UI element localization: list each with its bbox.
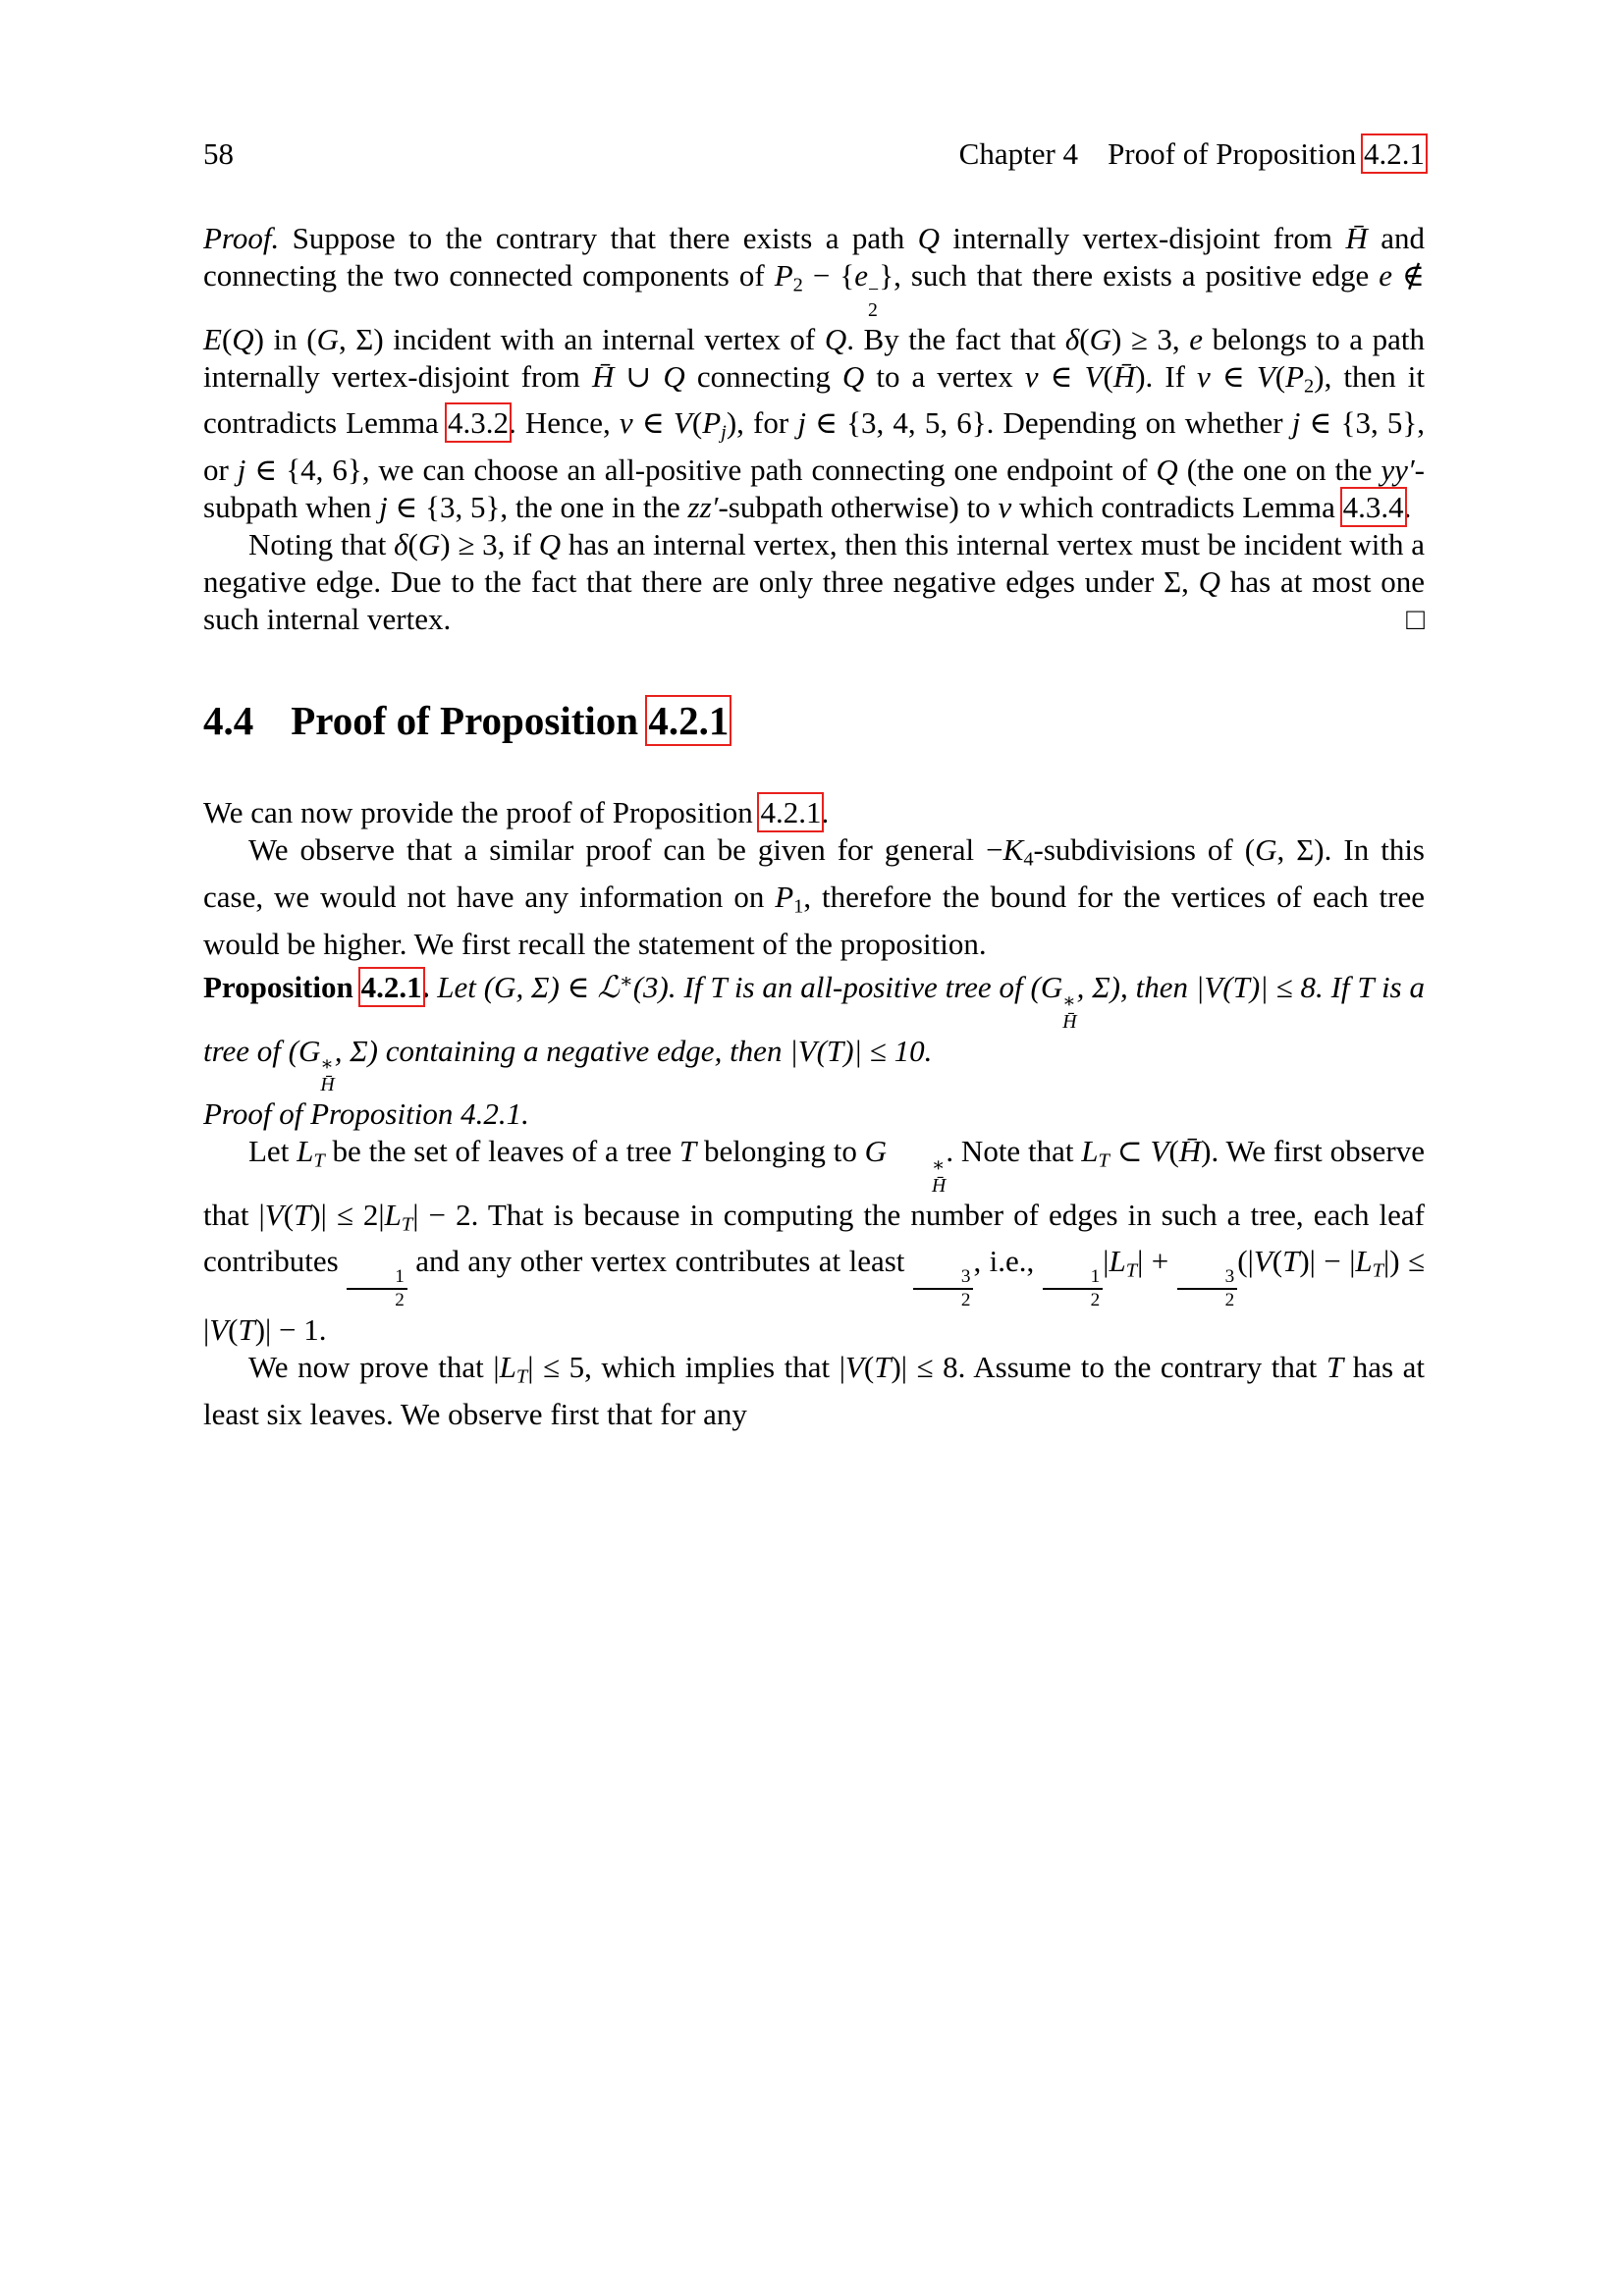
paragraph-proof-path: Proof. Suppose to the contrary that there exists a path Q internally vertex-disjoint from H̄ and connecting the two connected components of P2 − {e − 2 }, such that there exists a positive edge e ∉ E(Q) in (G, Σ) incident with an internal vertex of Q. By the fact that δ(G) ≥ 3, e belongs to a path internally vertex-disjoint from H̄ ∪ Q connecting Q to a vertex v ∈ V(H̄). If v ∈ V(P2), then it contradicts Lemma 4.3.2. Hence, v ∈ V(Pj), for j ∈ {3, 4, 5, 6}. Depending on whether j ∈ {3, 5}, or j ∈ {4, 6}, we can choose an all-positive path connecting one endpoint of Q (the one on the yy′-subpath when j ∈ {3, 5}, the one in the zz′-subpath otherwise) to v which contradicts Lemma 4.3.4. xyxy=(203,221,1425,525)
text-column xyxy=(203,137,1425,1433)
paragraph-six-leaves: We now prove that |LT| ≤ 5, which implies that |V(T)| ≤ 8. Assume to the contrary that T has at least six leaves. We observe first that for any xyxy=(203,1350,1425,1431)
page-body xyxy=(203,220,1425,1433)
running-header: Chapter 4 Proof of Proposition 4.2.1 xyxy=(958,136,1425,171)
math-script-stack: ∗ H̄ xyxy=(1062,989,1077,1033)
proposition-statement: Proposition 4.2.1. Let (G, Σ) ∈ ℒ∗(3). If T is an all-positive tree of (G ∗ H̄ , Σ), then |V(T)| ≤ 8. If T is a tree of (G ∗ H̄ , Σ) containing a negative edge, then |V(T)| ≤ 10. xyxy=(203,969,1425,1096)
proof-label: Proof of Proposition 4.2.1. xyxy=(203,1096,529,1132)
page-header xyxy=(203,137,1425,171)
ref-link[interactable]: 4.3.2 xyxy=(447,405,509,441)
math-script-stack: − 2 xyxy=(868,279,880,321)
paragraph-observation: We observe that a similar proof can be given for general −K4-subdivisions of (G, Σ). In this case, we would not have any information on P1, therefore the bound for the vertices of each tree would be higher. We first recall the statement of the proposition. xyxy=(203,832,1426,961)
paragraph-text: Noting that δ(G) ≥ 3, if Q has an internal vertex, then this internal vertex must be incident with a negative edge. Due to the fact that there are only three negative edges under Σ, Q has at most one such internal vertex. xyxy=(203,527,1426,637)
math-fraction: $\frac{1}{2}$ xyxy=(1043,1266,1104,1311)
math-script-stack: ∗ H̄ xyxy=(320,1053,335,1096)
paragraph-leaves: Let LT be the set of leaves of a tree T belonging to G ∗ H̄ . Note that LT ⊂ V(H̄). We first observe that |V(T)| ≤ 2|LT| − 2. That is because in computing the number of edges in such a tree, each leaf contributes $\frac{1}{2}$ and any other vertex contributes at least $\frac{3}{2}$ , i.e., $\frac{1}{2}$ |LT| + $\frac{3}{2}$ (|V(T)| − |LT|) ≤ |V(T)| − 1. xyxy=(203,1134,1426,1348)
math-script-stack: ∗ H̄ xyxy=(932,1153,947,1197)
math-fraction: $\frac{3}{2}$ xyxy=(1177,1266,1238,1311)
ref-link[interactable]: 4.2.1 xyxy=(648,698,730,744)
section-heading xyxy=(203,697,1425,745)
ref-link[interactable]: 4.2.1 xyxy=(760,795,822,830)
qed-symbol: □ xyxy=(1406,602,1425,637)
section-number: 4.4 xyxy=(203,698,254,744)
ref-link[interactable]: 4.2.1 xyxy=(360,969,422,1004)
math-fraction: $\frac{1}{2}$ xyxy=(347,1266,407,1311)
ref-link[interactable]: 4.2.1 xyxy=(1364,136,1425,171)
section-title: Proof of Proposition 4.2.1 xyxy=(291,698,730,744)
page-number: 58 xyxy=(203,136,234,171)
paragraph-proof-conclusion xyxy=(203,526,1425,638)
paragraph-intro: We can now provide the proof of Proposition 4.2.1. xyxy=(203,795,830,830)
math-fraction: $\frac{3}{2}$ xyxy=(913,1266,974,1311)
ref-link[interactable]: 4.3.4 xyxy=(1342,490,1404,525)
